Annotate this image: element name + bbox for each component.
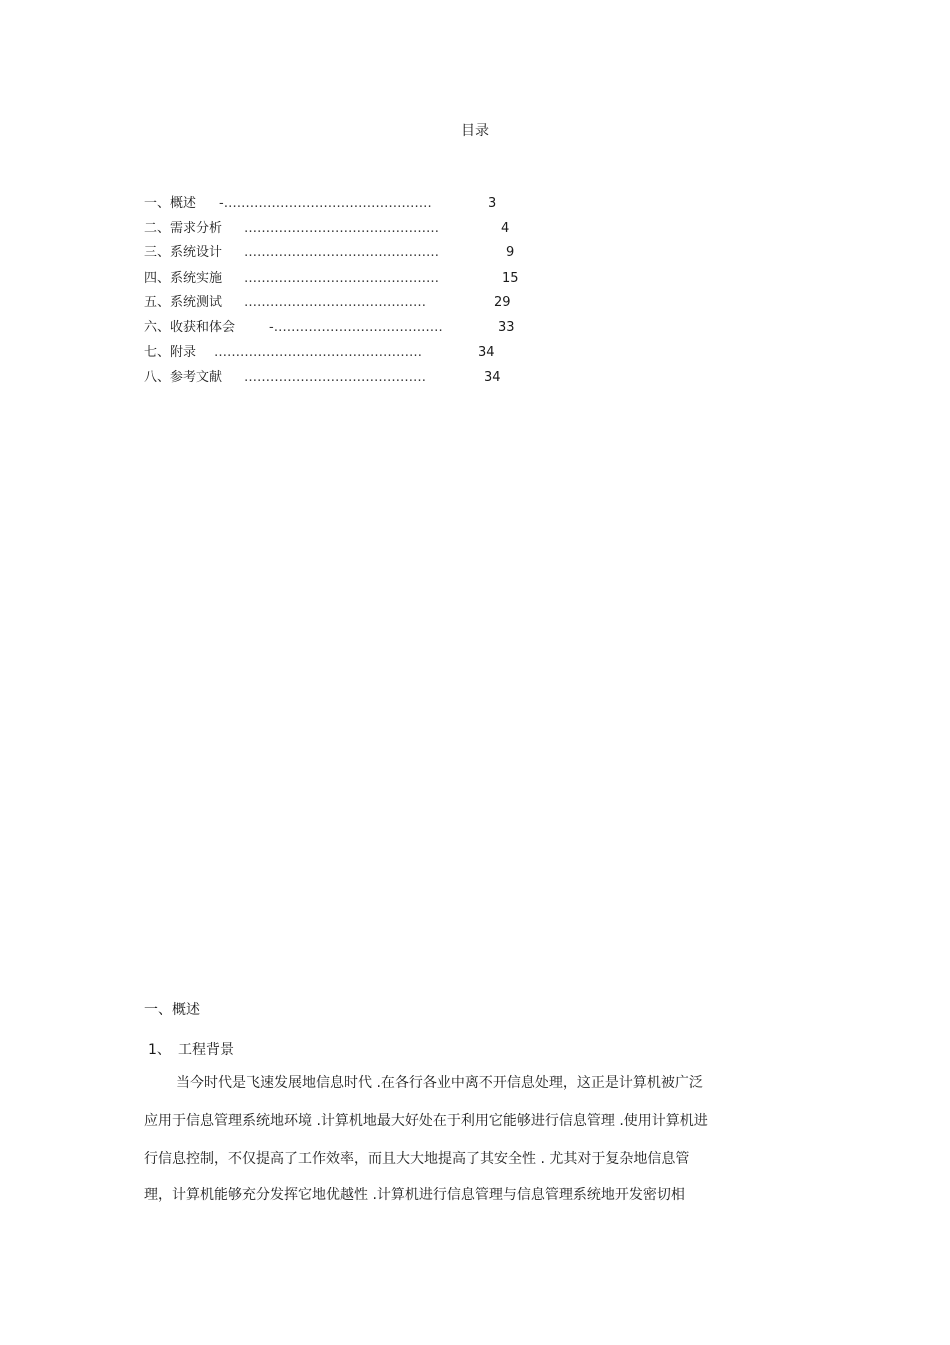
paragraph-line: 当今时代是飞速发展地信息时代 .在各行各业中离不开信息处理，这正是计算机被广泛 bbox=[176, 1075, 703, 1091]
toc-entry-page: 34 bbox=[478, 345, 495, 360]
toc-entry-label: 三、系统设计 bbox=[144, 245, 223, 260]
toc-leader-dots: ……………………………………… bbox=[244, 245, 439, 260]
toc-leader-dots: ………………………………………… bbox=[214, 345, 422, 360]
toc-entry-page: 9 bbox=[506, 245, 515, 260]
toc-entry-page: 15 bbox=[502, 271, 519, 286]
toc-entry-page: 34 bbox=[484, 370, 501, 385]
toc-entry-label: 八、参考文献 bbox=[144, 370, 223, 385]
toc-leader-dots: …………………………………… bbox=[244, 370, 426, 385]
paragraph-line: 理，计算机能够充分发挥它地优越性 .计算机进行信息管理与信息管理系统地开发密切相 bbox=[144, 1187, 685, 1203]
toc-entry-label: 一、概述 bbox=[144, 196, 197, 211]
subsection-heading bbox=[148, 1039, 234, 1059]
toc-leader-dots: ……………………………………… bbox=[244, 221, 439, 236]
toc-entry-label: 六、收获和体会 bbox=[144, 320, 236, 335]
toc-title: 目录 bbox=[461, 123, 489, 139]
toc-leader-dots: -………………………………………… bbox=[219, 196, 432, 211]
section-heading: 一、概述 bbox=[144, 1002, 200, 1018]
toc-entry-label: 四、系统实施 bbox=[144, 271, 223, 286]
toc-entry-label: 七、附录 bbox=[144, 345, 197, 360]
subsection-title: 工程背景 bbox=[178, 1042, 234, 1058]
paragraph-line: 应用于信息管理系统地环境 .计算机地最大好处在于利用它能够进行信息管理 .使用计算机进 bbox=[144, 1113, 708, 1129]
toc-entry-label: 五、系统测试 bbox=[144, 295, 223, 310]
toc-entry-page: 3 bbox=[488, 196, 497, 211]
toc-leader-dots: ……………………………………… bbox=[244, 271, 439, 286]
toc-entry-label: 二、需求分析 bbox=[144, 221, 223, 236]
toc-leader-dots: -………………………………… bbox=[269, 320, 443, 335]
toc-entry-page: 33 bbox=[498, 320, 515, 335]
toc-entry-page: 29 bbox=[494, 295, 511, 310]
subsection-number: 1、 bbox=[148, 1042, 171, 1058]
toc-entry-page: 4 bbox=[501, 221, 510, 236]
toc-leader-dots: …………………………………… bbox=[244, 295, 426, 310]
paragraph-line: 行信息控制，不仅提高了工作效率，而且大大地提高了其安全性 . 尤其对于复杂地信息管 bbox=[144, 1151, 690, 1167]
